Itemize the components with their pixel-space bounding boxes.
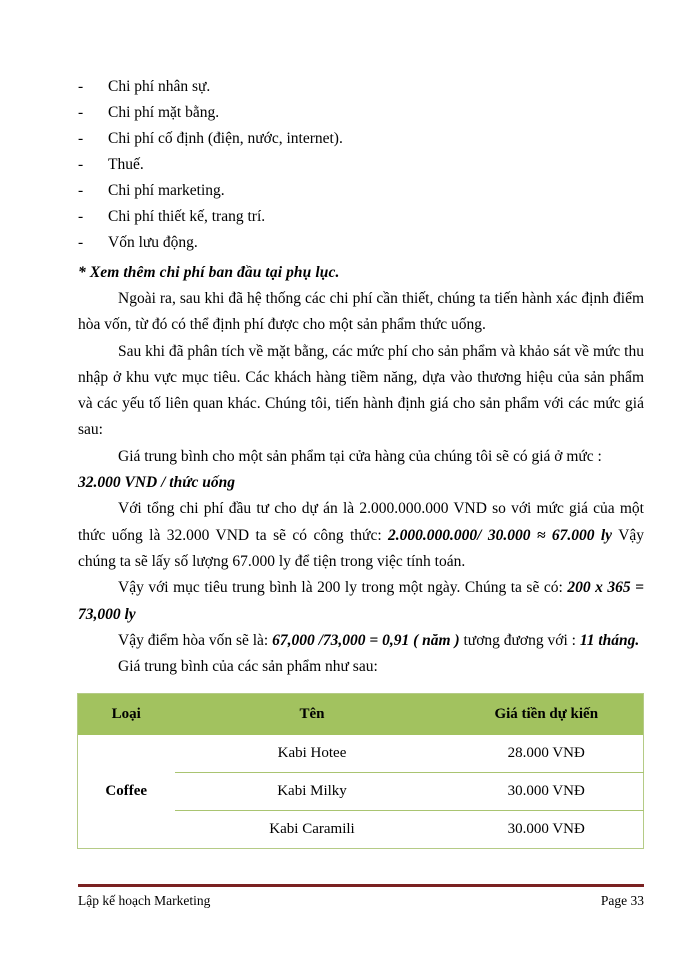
list-item-label: Chi phí nhân sự. — [108, 78, 211, 95]
breakeven-months: 11 tháng. — [579, 631, 640, 649]
table-row — [78, 735, 644, 773]
paragraph-pricing-analysis: Sau khi đã phân tích về mặt bằng, các mức phí cho sản phẩm và khảo sát về mức thu nhập ở khu vực mục tiêu. Các khách hàng tiềm năng, dựa vào thương hiệu của sản phẩm và các yếu tố liên quan khác. Chúng tôi, tiến hành định giá cho sản phẩm với các mức giá sau: — [78, 342, 644, 439]
bullet-marker: - — [78, 208, 84, 225]
list-item-label: Chi phí thiết kế, trang trí. — [108, 208, 266, 225]
cell-product-price: 28.000 VNĐ — [507, 745, 585, 761]
page-footer — [78, 884, 644, 910]
footer-content — [78, 892, 644, 910]
formula-cups-text-a: Với tổng chi phí đầu tư cho dự án là 2.000.000.000 VND so với mức giá của một thức uống là 32.000 VND ta sẽ có công thức: — [78, 500, 644, 544]
list-item — [78, 126, 644, 152]
formula-cups-text-b: Vậy chúng ta sẽ lấy số lượng 67.000 ly để tiện trong việc tính toán. — [78, 526, 645, 570]
list-item — [78, 74, 644, 100]
cell-product-price: 30.000 VNĐ — [450, 773, 644, 811]
paragraph-formula-cups — [78, 496, 644, 575]
document-content — [78, 74, 644, 680]
paragraph-table-intro: Giá trung bình của các sản phẩm như sau: — [118, 658, 378, 676]
paragraph-yearly-target — [78, 575, 644, 628]
cell-product-name: Kabi Hotee — [277, 745, 347, 761]
column-header-price: Giá tiền dự kiến — [450, 694, 644, 736]
price-table-container — [77, 693, 643, 849]
bullet-marker: - — [78, 78, 84, 95]
appendix-note: * Xem thêm chi phí ban đầu tại phụ lục. — [78, 264, 340, 281]
breakeven-text-b: tương đương với : — [459, 631, 580, 649]
cost-items-list — [78, 74, 644, 256]
breakeven-text-a: Vậy điểm hòa vốn sẽ là: — [118, 631, 273, 649]
table-header-row — [78, 694, 644, 736]
column-header-category: Loại — [78, 694, 175, 736]
bullet-marker: - — [78, 156, 84, 173]
cell-product-price: 30.000 VNĐ — [450, 811, 644, 849]
list-item-label: Chi phí mặt bằng. — [108, 104, 220, 121]
formula-cups-expression: 2.000.000.000/ 30.000 ≈ 67.000 ly — [388, 526, 613, 544]
list-item — [78, 230, 644, 256]
list-item — [78, 100, 644, 126]
list-item — [78, 152, 644, 178]
bullet-marker: - — [78, 182, 84, 199]
breakeven-expression: 67,000 /73,000 = 0,91 ( năm ) — [272, 631, 460, 649]
cell-product-name: Kabi Caramili — [175, 811, 450, 849]
yearly-target-expression: 200 x 365 = 73,000 ly — [78, 579, 644, 623]
column-header-name: Tên — [175, 694, 450, 736]
bullet-marker: - — [78, 130, 84, 147]
list-item-label: Thuế. — [108, 156, 144, 173]
paragraph-breakeven-intro: Ngoài ra, sau khi đã hệ thống các chi phí cần thiết, chúng ta tiến hành xác định điểm hòa vốn, từ đó có thể định phí được cho một sản phẩm thức uống. — [78, 290, 644, 334]
paragraph-average-price-intro: Giá trung bình cho một sản phẩm tại cửa hàng của chúng tôi sẽ có giá ở mức : — [118, 447, 602, 465]
list-item-label: Vốn lưu động. — [108, 234, 198, 251]
list-item — [78, 178, 644, 204]
footer-page-number: Page 33 — [600, 893, 644, 908]
cell-category-coffee: Coffee — [105, 783, 148, 799]
cell-product-name: Kabi Milky — [175, 773, 450, 811]
footer-divider — [78, 884, 644, 887]
list-item-label: Chi phí marketing. — [108, 182, 225, 199]
yearly-target-text: Vậy với mục tiêu trung bình là 200 ly trong một ngày. Chúng ta sẽ có: — [118, 579, 568, 597]
footer-document-title: Lập kế hoạch Marketing — [78, 893, 211, 908]
bullet-marker: - — [78, 104, 84, 121]
list-item-label: Chi phí cố định (điện, nước, internet). — [108, 130, 343, 147]
paragraph-breakeven-result — [78, 628, 644, 654]
bullet-marker: - — [78, 234, 84, 251]
list-item — [78, 204, 644, 230]
price-highlight: 32.000 VND / thức uống — [78, 474, 235, 492]
price-table — [77, 693, 644, 849]
